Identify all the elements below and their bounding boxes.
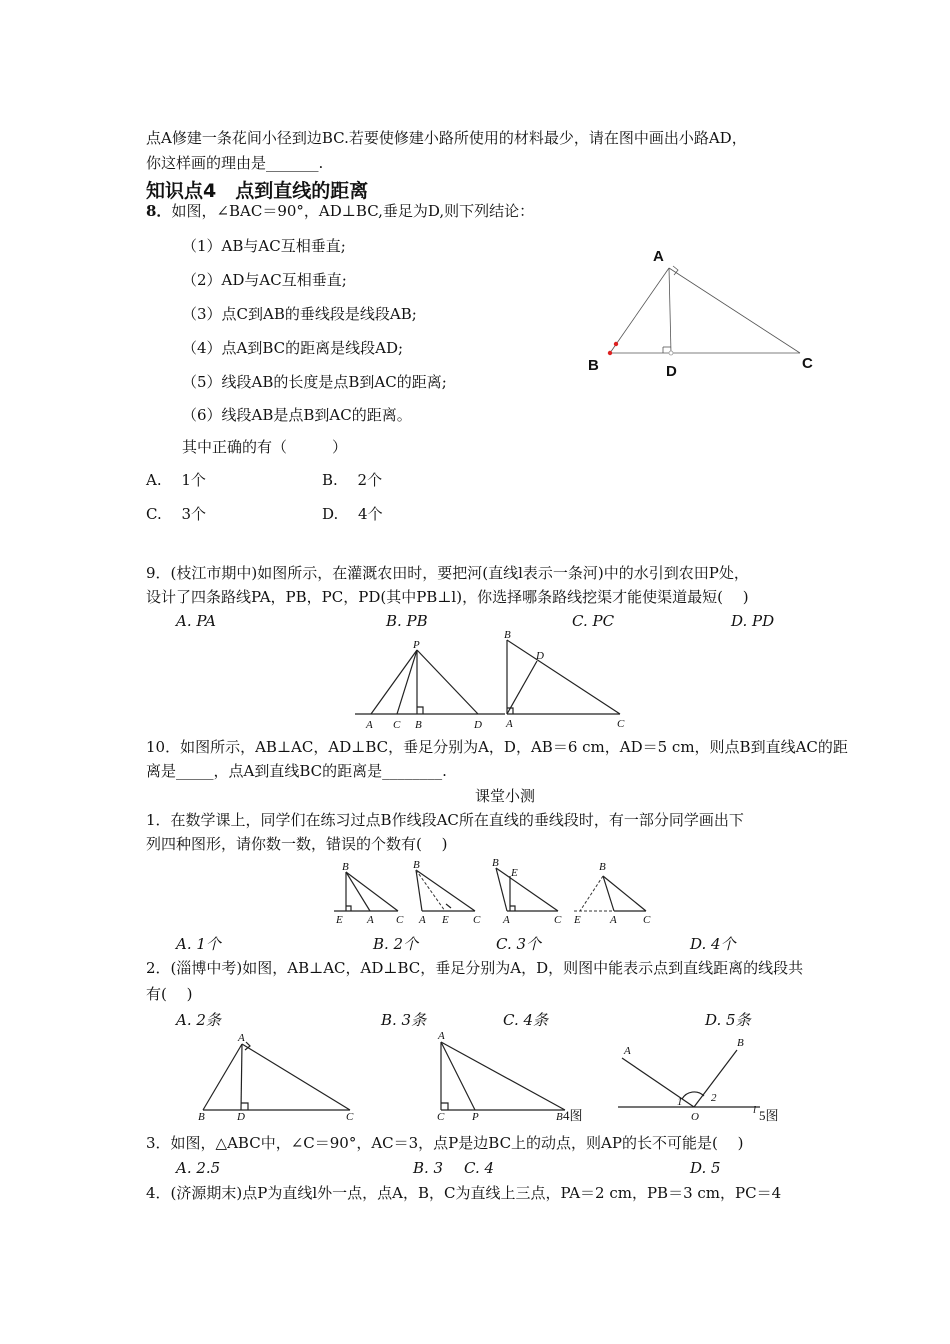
quiz-q1-fig-4 [573, 861, 651, 926]
q8-label-d: D [666, 363, 677, 380]
q9-fig2-label-b: B [504, 629, 511, 641]
quiz-q2-figure-b [432, 1028, 607, 1122]
quiz-q2-option-b: B. 3条 [381, 1011, 427, 1029]
q9-option-a: A. PA [176, 612, 216, 630]
q8-option-b: B. 2个 [322, 471, 383, 489]
q9-label-a: A [366, 719, 373, 731]
q8-side-ab [610, 268, 669, 353]
q9-option-b: B. PB [386, 612, 428, 630]
q8-option-a: A. 1个 [146, 471, 206, 489]
quiz-q2-a-label-b: B [198, 1111, 205, 1123]
quiz-q2-c-label-a: A [624, 1045, 631, 1057]
quiz-q1-f4-label-e: E [574, 914, 581, 926]
q8-point-b [608, 351, 612, 355]
q10-line-2: 离是_____，点A到直线BC的距离是________. [146, 762, 447, 780]
quiz-q2-c-label-l: l [753, 1104, 757, 1116]
q8-number: 8． [146, 202, 172, 220]
quiz-q1-fig-2 [413, 859, 481, 926]
q9-option-d: D. PD [731, 612, 775, 630]
q9-line-1: 9．(枝江市期中)如图所示，在灌溉农田时，要把河(直线l表示一条河)中的水引到农田P处， [146, 564, 749, 582]
q8-label-b: B [588, 357, 599, 374]
q8-stem-text: 如图，∠BAC＝90°，AD⊥BC,垂足为D,则下列结论： [171, 202, 535, 220]
q8-option-d: D. 4个 [322, 505, 383, 523]
q9-label-c: C [393, 719, 401, 731]
quiz-q2-a-label-d: D [237, 1111, 245, 1123]
q9-path-pa [371, 650, 417, 714]
quiz-q2-b-label-c: C [437, 1111, 445, 1123]
q9-river-figure [355, 640, 505, 735]
quiz-q2-b-label-b: B [556, 1111, 563, 1123]
quiz-q1-line-2: 列四种图形，请你数一数，错误的个数有( ) [146, 835, 448, 853]
quiz-q2-line-2: 有( ) [146, 985, 193, 1003]
quiz-q1-f1-label-a: A [367, 914, 374, 926]
quiz-q2-figure-c [612, 1030, 802, 1122]
quiz-q1-option-d: D. 4个 [690, 935, 736, 953]
q8-question: 其中正确的有（ ） [182, 438, 348, 456]
quiz-q1-f4-label-a: A [610, 914, 617, 926]
quiz-q1-figures [330, 856, 660, 931]
q8-item-3: （3）点C到AB的垂线段是线段AB; [182, 305, 417, 323]
quiz-q3-line-1: 3．如图，△ABC中，∠C＝90°，AC＝3，点P是边BC上的动点，则AP的长不可能是( ) [146, 1134, 744, 1152]
q9-fig2-label-c: C [617, 718, 625, 730]
quiz-q2-option-d: D. 5条 [705, 1011, 751, 1029]
quiz-q1-fig-3 [492, 857, 562, 926]
quiz-q2-b-label-p: P [472, 1111, 479, 1123]
quiz-q4-line-1: 4．(济源期末)点P为直线l外一点，点A，B，C为直线上三点，PA＝2 cm，PB＝3 cm，PC＝4 [146, 1184, 782, 1202]
q9-fig2-label-a: A [506, 718, 513, 730]
quiz-q2-line-1: 2．(淄博中考)如图，AB⊥AC，AD⊥BC，垂足分别为A，D，则图中能表示点到直线距离的线段共 [146, 959, 804, 977]
q9-right-triangle-figure [500, 628, 635, 733]
quiz-q2-c-label-b: B [737, 1037, 744, 1049]
quiz-q2-a-label-c: C [346, 1111, 354, 1123]
q8-label-a: A [653, 248, 664, 265]
intro-line-2: 你这样画的理由是_______. [146, 154, 324, 172]
quiz-q2-a-label-a: A [238, 1032, 245, 1044]
quiz-title: 课堂小测 [475, 787, 536, 805]
q8-stem [146, 201, 534, 221]
q9-path-pc [397, 650, 417, 714]
quiz-q2-figure-a [190, 1030, 365, 1122]
q9-path-pd [417, 650, 478, 714]
quiz-q1-f3-label-c: C [554, 914, 562, 926]
quiz-q1-f2-label-e: E [442, 914, 449, 926]
quiz-q2-c-label-o: O [691, 1111, 699, 1123]
quiz-q1-option-a: A. 1个 [176, 935, 221, 953]
quiz-q3-option-d: D. 5 [690, 1159, 721, 1177]
q8-item-2: （2）AD与AC互相垂直; [182, 271, 347, 289]
q8-label-c: C [802, 355, 813, 372]
quiz-q2-c-label-1: 1 [677, 1096, 683, 1108]
q8-item-6: （6）线段AB是点B到AC的距离。 [182, 406, 412, 424]
quiz-q2-c-label-2: 2 [711, 1092, 717, 1104]
q8-altitude-ad [669, 268, 671, 353]
q9-option-c: C. PC [572, 612, 615, 630]
quiz-q1-option-c: C. 3个 [496, 935, 542, 953]
quiz-q1-f1-label-c: C [396, 914, 404, 926]
quiz-q1-f3-label-e: E [511, 867, 518, 879]
q8-triangle-figure [580, 240, 830, 380]
q9-label-d: D [474, 719, 482, 731]
quiz-q1-f3-label-b: B [492, 857, 499, 869]
q9-fig2-label-d: D [536, 650, 544, 662]
q9-right-angle [417, 707, 423, 714]
quiz-q1-f4-label-b: B [599, 861, 606, 873]
q10-line-1: 10．如图所示，AB⊥AC，AD⊥BC，垂足分别为A，D，AB＝6 cm，AD＝5 cm，则点B到直线AC的距 [146, 738, 848, 756]
quiz-q1-f2-label-a: A [419, 914, 426, 926]
quiz-q1-option-b: B. 2个 [373, 935, 419, 953]
quiz-q1-f4-label-c: C [643, 914, 651, 926]
section-heading: 知识点4 点到直线的距离 [146, 180, 369, 202]
quiz-q1-f3-label-a: A [503, 914, 510, 926]
q8-item-1: （1）AB与AC互相垂直; [182, 237, 346, 255]
intro-line-1: 点A修建一条花间小径到边BC.若要使修建小路所使用的材料最少，请在图中画出小路AD， [146, 129, 747, 147]
quiz-q1-f2-label-b: B [413, 859, 420, 871]
quiz-q2-option-c: C. 4条 [503, 1011, 549, 1029]
quiz-q1-f1-label-b: B [342, 861, 349, 873]
quiz-q2-option-a: A. 2条 [176, 1011, 221, 1029]
q8-option-c: C. 3个 [146, 505, 207, 523]
quiz-q3-option-c: C. 4 [464, 1159, 495, 1177]
q8-item-5: （5）线段AB的长度是点B到AC的距离; [182, 373, 447, 391]
quiz-q1-f2-label-c: C [473, 914, 481, 926]
q8-side-ac [669, 268, 800, 353]
quiz-q3-option-a: A. 2.5 [176, 1159, 221, 1177]
quiz-q3-option-b: B. 3 [413, 1159, 444, 1177]
q8-item-4: （4）点A到BC的距离是线段AD; [182, 339, 404, 357]
quiz-q1-fig-1 [334, 861, 404, 926]
quiz-q2-b-label-a: A [438, 1030, 445, 1042]
q9-label-b: B [415, 719, 422, 731]
quiz-q1-line-1: 1．在数学课上，同学们在练习过点B作线段AC所在直线的垂线段时，有一部分同学画出下 [146, 811, 744, 829]
q9-line-2: 设计了四条路线PA，PB，PC，PD(其中PB⊥l)，你选择哪条路线挖渠才能使渠道最短( ) [146, 588, 749, 606]
q9-label-p: P [413, 639, 420, 651]
quiz-q2-c-caption: 5图 [759, 1108, 779, 1123]
quiz-q2-b-caption: 4图 [563, 1108, 583, 1123]
quiz-q1-f1-label-e: E [336, 914, 343, 926]
